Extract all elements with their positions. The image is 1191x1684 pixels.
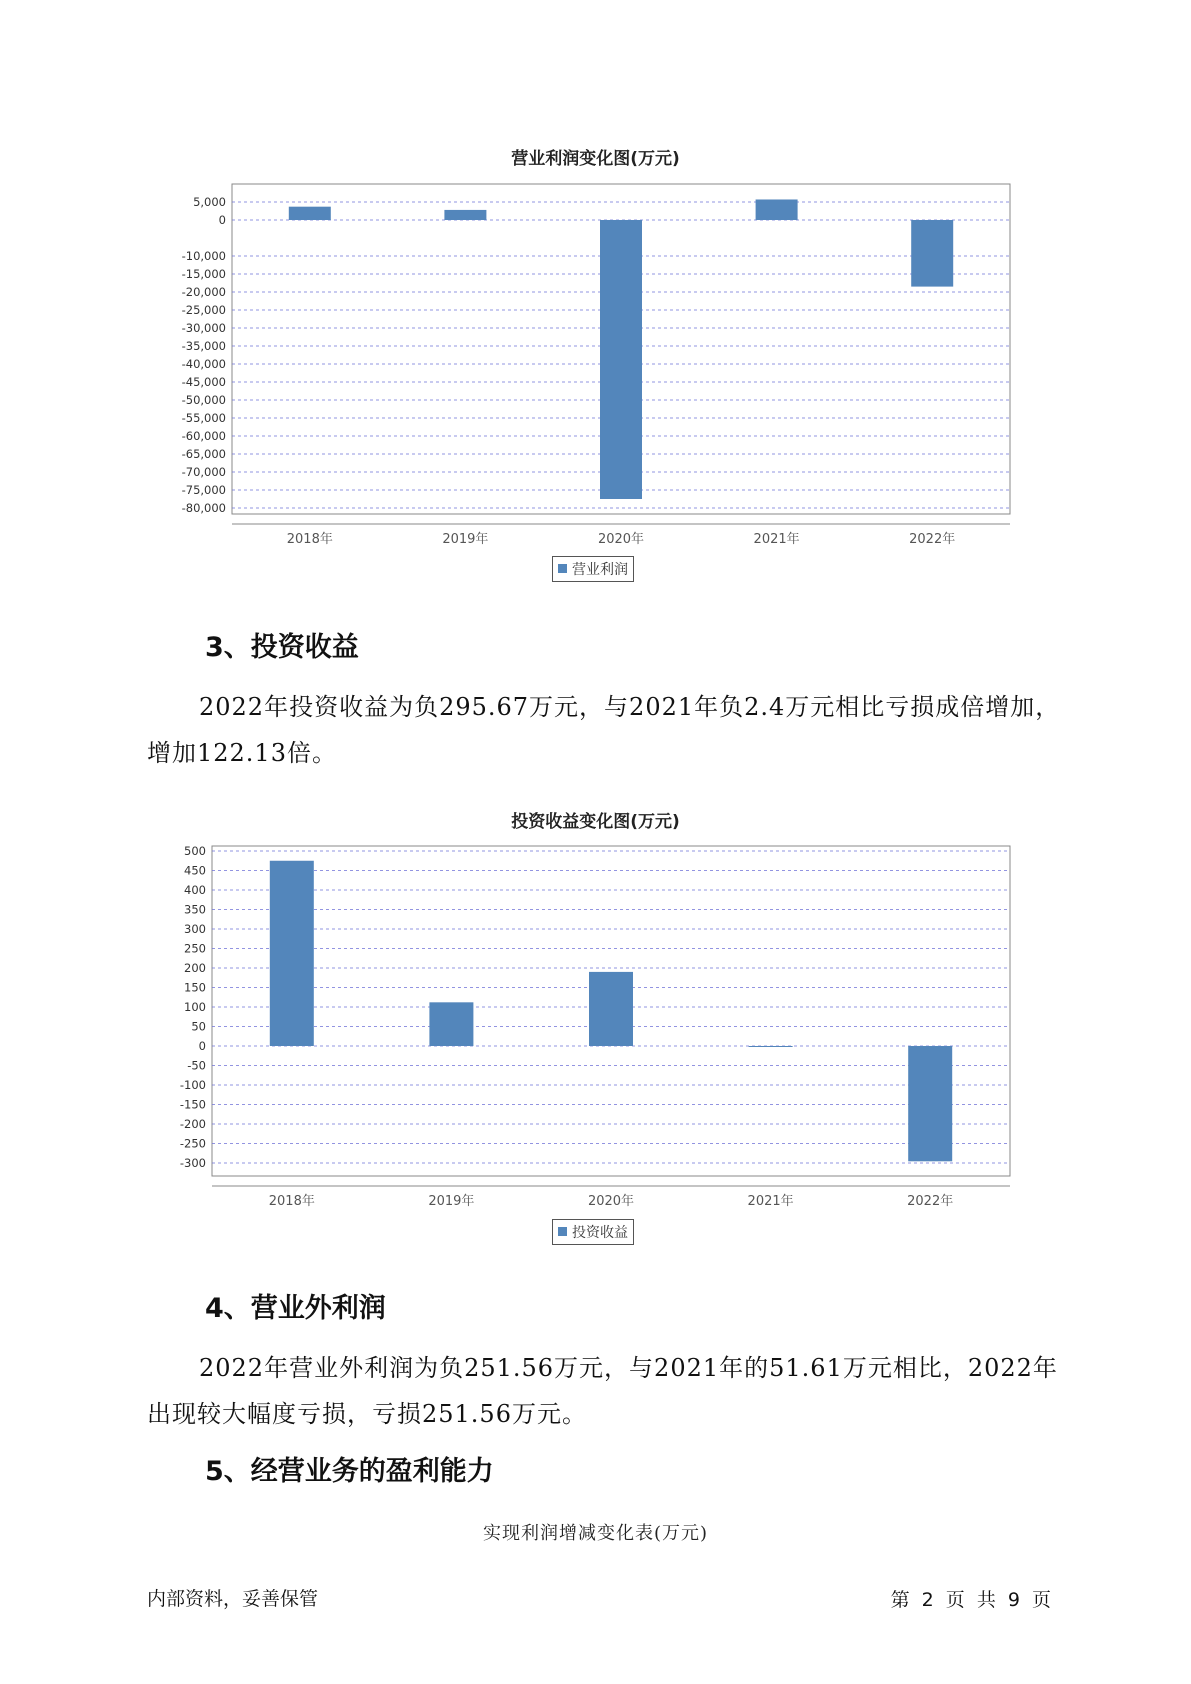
bar-2020年 (589, 972, 633, 1046)
section-4-heading: 4、营业外利润 (205, 1293, 386, 1324)
chart1-title: 营业利润变化图(万元) (511, 149, 680, 169)
x-tick-label: 2022年 (909, 532, 956, 547)
bar-2018年 (270, 861, 314, 1046)
y-tick-label: -50,000 (181, 393, 226, 407)
footer-confidential-note: 内部资料，妥善保管 (147, 1588, 319, 1610)
y-tick-label: -20,000 (181, 285, 226, 299)
y-tick-label: -100 (179, 1078, 206, 1092)
chart2-legend-label: 投资收益 (572, 1225, 628, 1241)
y-tick-label: -200 (179, 1117, 206, 1131)
y-tick-label: 150 (184, 980, 206, 995)
y-tick-label: -55,000 (181, 411, 226, 425)
y-tick-label: -25,000 (181, 303, 226, 317)
x-tick-label: 2022年 (907, 1194, 954, 1209)
y-tick-label: -45,000 (181, 375, 226, 389)
x-tick-label: 2019年 (428, 1194, 475, 1209)
y-tick-label: -15,000 (181, 267, 226, 281)
bar-2019年 (429, 1002, 473, 1046)
bar-2021年 (749, 1046, 793, 1047)
y-tick-label: -60,000 (181, 429, 226, 443)
x-tick-label: 2018年 (268, 1194, 315, 1209)
chart1-legend-label: 营业利润 (572, 562, 628, 578)
y-tick-label: 500 (184, 844, 206, 858)
y-tick-label: -35,000 (181, 339, 226, 353)
y-tick-label: -80,000 (181, 501, 226, 515)
bar-2022年 (908, 1046, 952, 1161)
y-tick-label: 200 (184, 961, 206, 975)
chart2-title: 投资收益变化图(万元) (511, 812, 680, 832)
y-tick-label: -30,000 (181, 321, 226, 335)
y-tick-label: -50 (187, 1058, 206, 1073)
y-tick-label: -10,000 (181, 249, 226, 263)
x-tick-label: 2021年 (747, 1194, 794, 1209)
y-tick-label: -70,000 (181, 465, 226, 479)
footer-page-number: 第 2 页 共 9 页 (890, 1589, 1051, 1611)
y-tick-label: -40,000 (181, 357, 226, 371)
x-tick-label: 2021年 (753, 532, 800, 547)
y-tick-label: -150 (179, 1097, 206, 1112)
y-tick-label: 300 (184, 922, 206, 936)
section-3-heading: 3、投资收益 (205, 632, 359, 663)
y-tick-label: 100 (184, 1000, 206, 1014)
section-3-text: 2022年投资收益为负295.67万元，与2021年负2.4万元相比亏损成倍增加，增加122.13倍。 (147, 693, 1061, 767)
table-caption: 实现利润增减变化表(万元) (482, 1523, 709, 1544)
y-tick-label: 350 (184, 902, 206, 917)
x-tick-label: 2020年 (597, 532, 645, 547)
y-tick-label: -75,000 (181, 483, 226, 497)
y-tick-label: 400 (184, 883, 206, 897)
y-tick-label: -300 (179, 1156, 206, 1170)
y-tick-label: 0 (198, 1039, 206, 1053)
x-tick-label: 2019年 (442, 532, 489, 547)
y-tick-label: 250 (184, 941, 206, 956)
y-tick-label: 0 (218, 213, 226, 227)
x-tick-label: 2020年 (587, 1194, 635, 1209)
y-tick-label: 5,000 (193, 195, 226, 209)
y-tick-label: -65,000 (181, 447, 226, 461)
section-5-heading: 5、经营业务的盈利能力 (205, 1456, 494, 1487)
y-tick-label: 450 (184, 863, 206, 878)
y-tick-label: -250 (179, 1136, 206, 1151)
legend-swatch (558, 1227, 567, 1236)
y-tick-label: 50 (191, 1019, 206, 1034)
chart2-legend (552, 1219, 634, 1245)
section-4-text: 2022年营业外利润为负251.56万元，与2021年的51.61万元相比，2022年出现较大幅度亏损，亏损251.56万元。 (147, 1354, 1058, 1428)
x-tick-label: 2018年 (286, 532, 333, 547)
